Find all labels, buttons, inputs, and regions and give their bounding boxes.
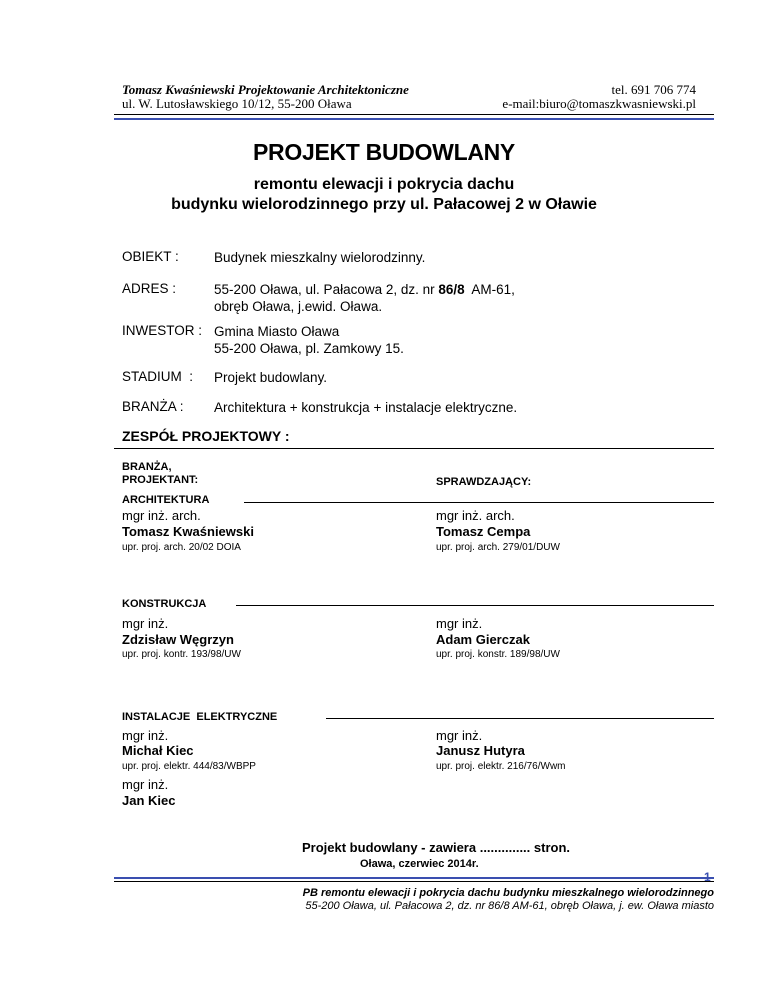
checker-name: Tomasz Cempa (436, 524, 531, 539)
designer-title: mgr inż. (122, 616, 169, 631)
inwestor-label: INWESTOR : (122, 323, 203, 338)
col-header-sprawdzajacy: SPRAWDZAJĄCY: (436, 476, 532, 488)
adres-pre: 55-200 Oława, ul. Pałacowa 2, dz. nr (214, 282, 439, 297)
section-architektura-rule (244, 502, 714, 503)
section-konstrukcja: KONSTRUKCJA (122, 598, 207, 610)
subtitle-line-2: budynku wielorodzinnego przy ul. Pałacowej 2 w Oławie (171, 196, 597, 213)
footer-line-1: PB remontu elewacji i pokrycia dachu budynku mieszkalnego wielorodzinnego (302, 887, 714, 899)
designer-title: mgr inż. (122, 728, 169, 743)
stadium-label: STADIUM : (122, 369, 194, 384)
adres-label: ADRES : (122, 281, 177, 296)
section-instalacje-rule (326, 718, 714, 719)
designer-name: Zdzisław Węgrzyn (122, 632, 234, 647)
designer-license: upr. proj. kontr. 193/98/UW (122, 649, 241, 660)
adres-value-line-2: obręb Oława, j.ewid. Oława. (214, 299, 383, 314)
summary-line: Projekt budowlany - zawiera .............. stron. (302, 840, 570, 855)
extra-designer-name: Jan Kiec (122, 793, 176, 808)
branza-value: Architektura + konstrukcja + instalacje elektryczne. (214, 400, 518, 415)
adres-plot-number: 86/8 (438, 282, 465, 297)
inwestor-line-1: Gmina Miasto Oława (214, 324, 340, 339)
checker-title: mgr inż. (436, 728, 483, 743)
checker-title: mgr inż. (436, 616, 483, 631)
extra-designer-title: mgr inż. (122, 777, 169, 792)
checker-license: upr. proj. elektr. 216/76/Wwm (436, 761, 566, 772)
col-header-projektant: PROJEKTANT: (122, 474, 199, 486)
obiekt-value: Budynek mieszkalny wielorodzinny. (214, 250, 426, 265)
obiekt-label: OBIEKT : (122, 249, 179, 264)
page-number: 1 (704, 870, 711, 884)
designer-license: upr. proj. elektr. 444/83/WBPP (122, 761, 256, 772)
footer-rule-blue (114, 877, 714, 879)
company-name: Tomasz Kwaśniewski Projektowanie Architektoniczne (122, 82, 409, 97)
place-date: Oława, czerwiec 2014r. (360, 858, 479, 870)
adres-post: AM-61, (464, 282, 515, 297)
section-konstrukcja-rule (236, 605, 714, 606)
checker-name: Adam Gierczak (436, 632, 530, 647)
designer-license: upr. proj. arch. 20/02 DOIA (122, 542, 241, 553)
section-instalacje: INSTALACJE ELEKTRYCZNE (122, 711, 278, 723)
header-rule-thin (114, 114, 714, 115)
header-rule-blue (114, 118, 714, 120)
inwestor-line-2: 55-200 Oława, pl. Zamkowy 15. (214, 341, 404, 356)
team-rule (114, 448, 714, 449)
designer-title: mgr inż. arch. (122, 508, 201, 523)
team-heading: ZESPÓŁ PROJEKTOWY : (122, 428, 290, 444)
checker-license: upr. proj. arch. 279/01/DUW (436, 542, 560, 553)
company-address: ul. W. Lutosławskiego 10/12, 55-200 Oława (122, 96, 352, 111)
col-header-branza: BRANŻA, (122, 461, 172, 473)
footer-line-2: 55-200 Oława, ul. Pałacowa 2, dz. nr 86/8 AM-61, obręb Oława, j. ew. Oława miasto (305, 900, 714, 912)
adres-value (214, 281, 515, 298)
company-phone: tel. 691 706 774 (611, 82, 696, 97)
designer-name: Tomasz Kwaśniewski (122, 524, 254, 539)
checker-title: mgr inż. arch. (436, 508, 515, 523)
checker-license: upr. proj. konstr. 189/98/UW (436, 649, 560, 660)
stadium-value: Projekt budowlany. (214, 370, 328, 385)
page-title: PROJEKT BUDOWLANY (253, 139, 515, 165)
section-architektura: ARCHITEKTURA (122, 494, 210, 506)
subtitle-line-1: remontu elewacji i pokrycia dachu (253, 176, 515, 193)
branza-label: BRANŻA : (122, 399, 184, 414)
company-email: e-mail:biuro@tomaszkwasniewski.pl (502, 96, 696, 111)
designer-name: Michał Kiec (122, 743, 194, 758)
checker-name: Janusz Hutyra (436, 743, 525, 758)
footer-rule-thin (114, 881, 714, 882)
